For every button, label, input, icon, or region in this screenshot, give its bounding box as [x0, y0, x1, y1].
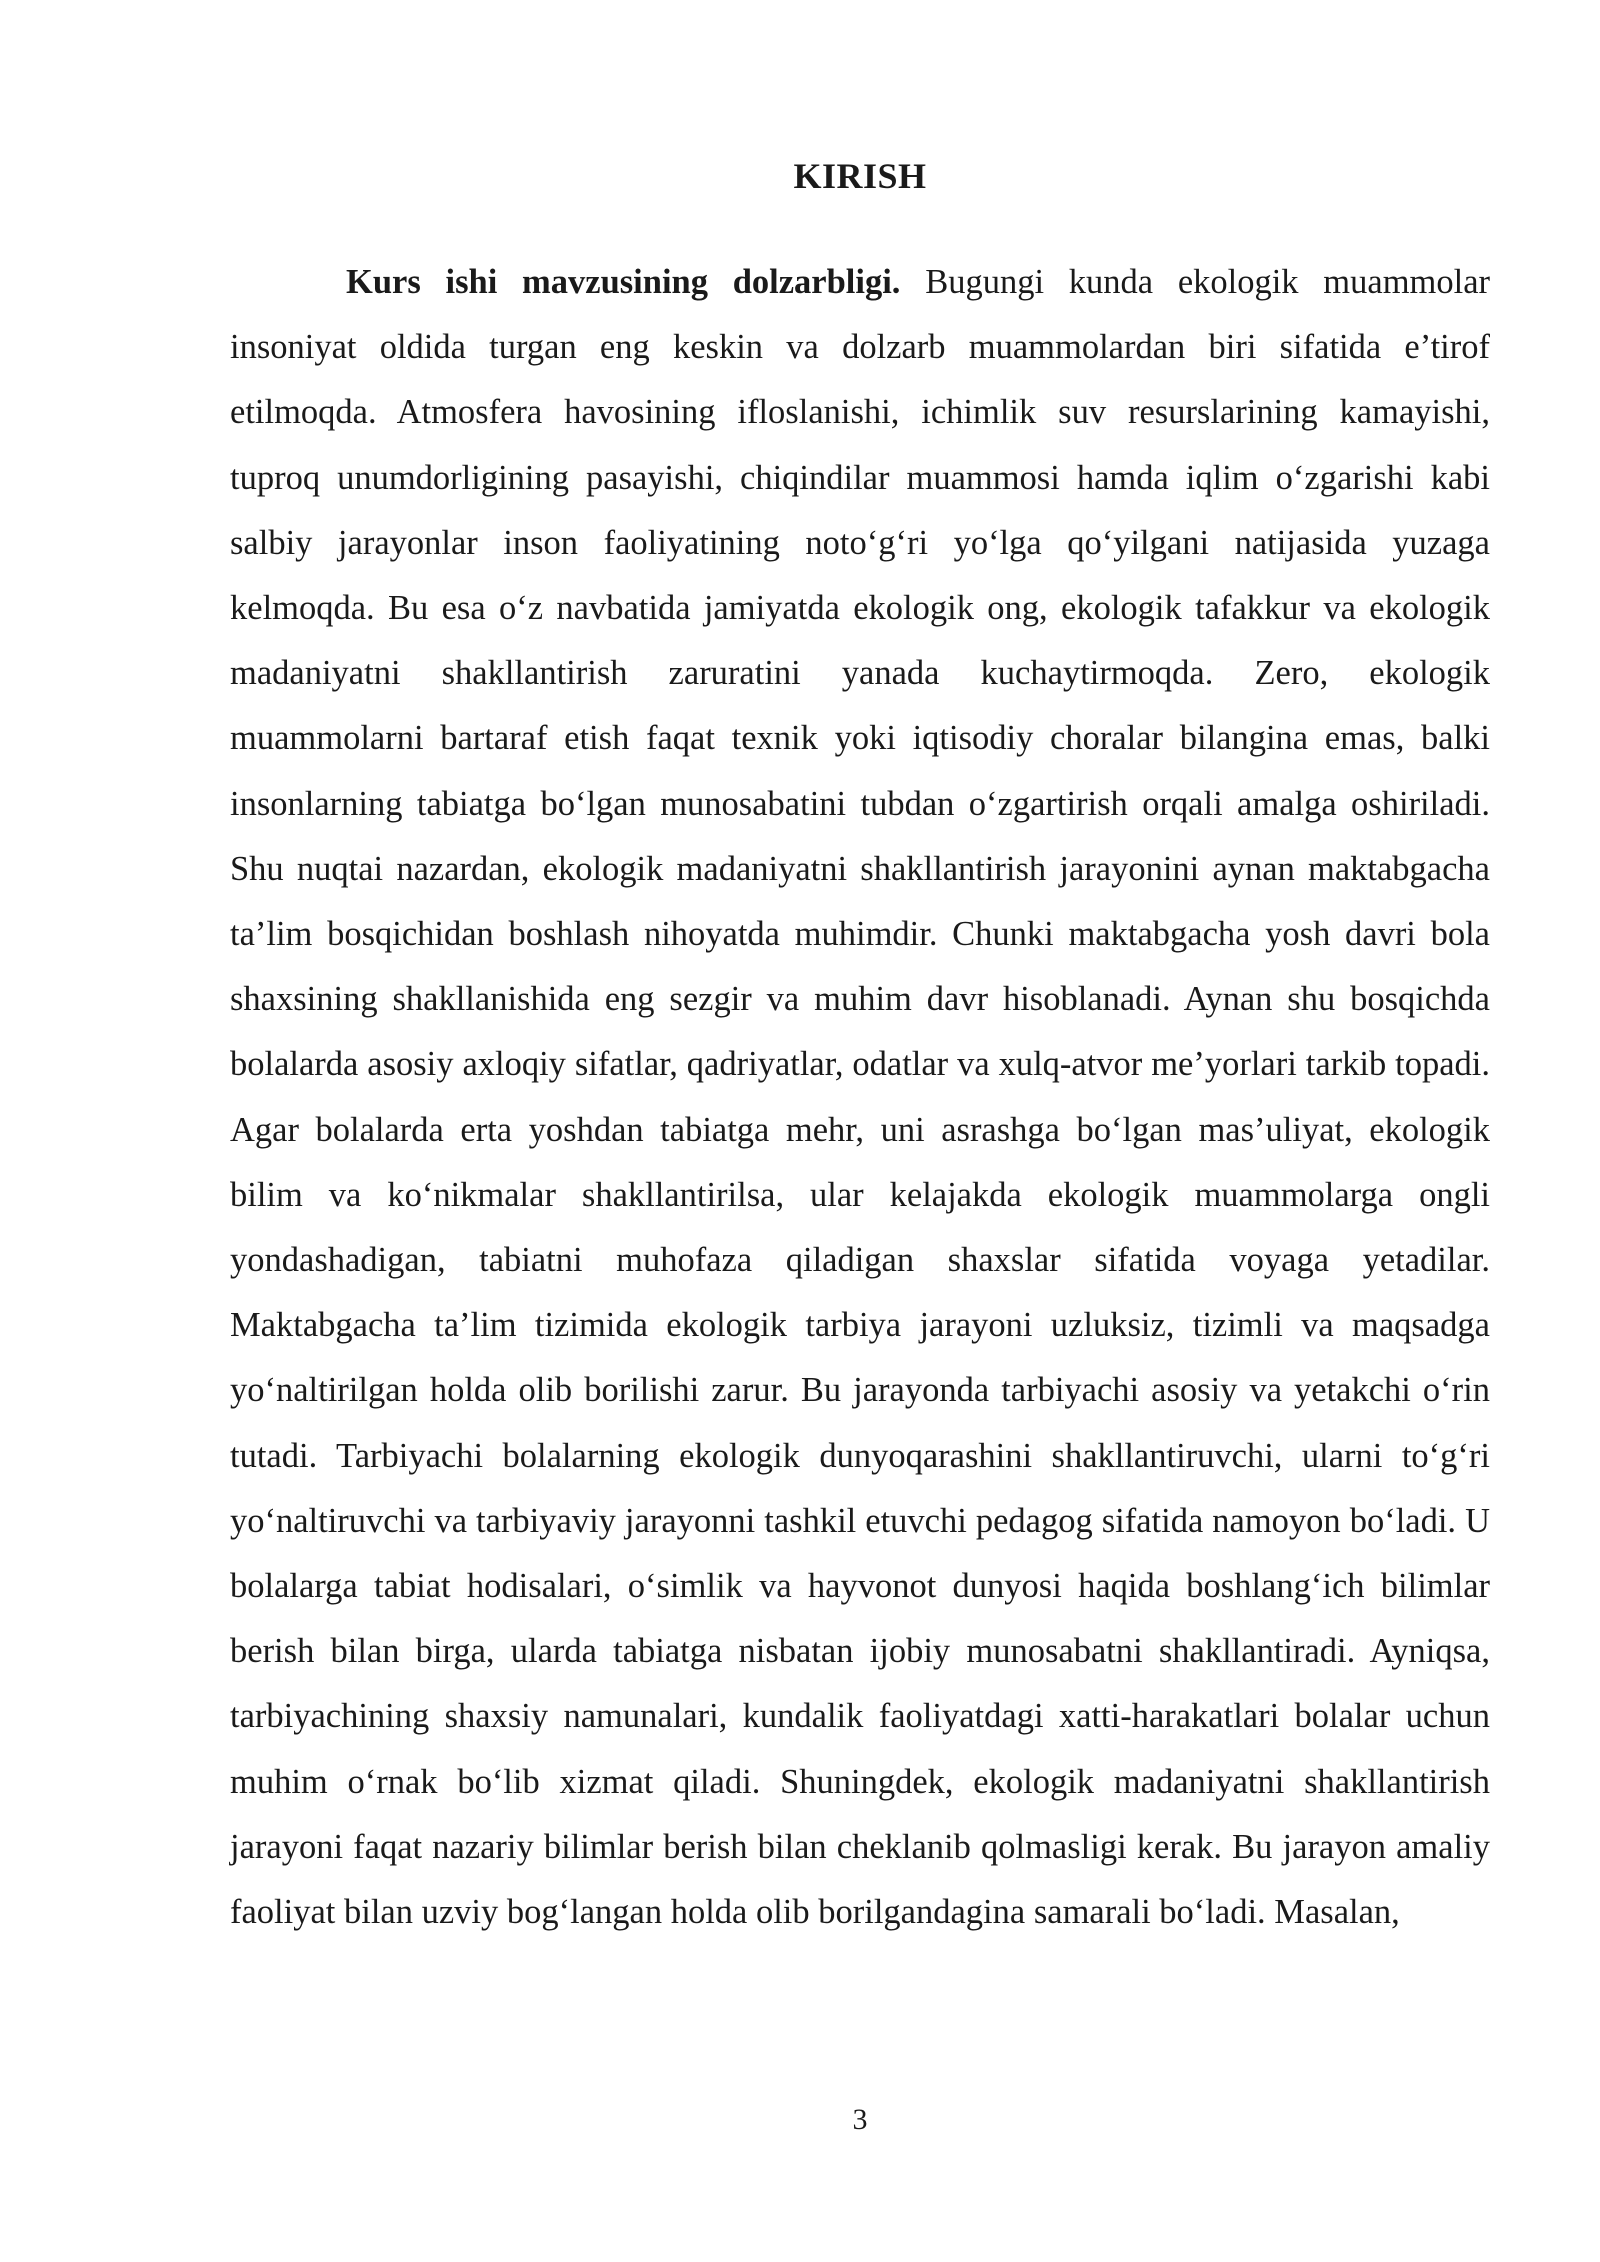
paragraph-lead: Kurs ishi mavzusining dolzarbligi. — [346, 263, 901, 301]
page-number: 3 — [852, 2103, 868, 2136]
paragraph-text: Bugungi kunda ekologik muammolar insoniyat oldida turgan eng keskin va dolzarb muammolardan biri sifatida e’tirof etilmoqda. Atmosfera havosining ifloslanishi, ichimlik suv resurslarining kamayishi, tuproq unumdorligining pasayishi, chiqindilar muammosi hamda iqlim o‘zgarishi kabi salbiy jarayonlar inson faoliyatining noto‘g‘ri yo‘lga qo‘yilgani natijasida yuzaga kelmoqda. Bu esa o‘z navbatida jamiyatda ekologik ong, ekologik tafakkur va ekologik madaniyatni shakllantirish zaruratini yanada kuchaytirmoqda. Zero, ekologik muammolarni bartaraf etish faqat texnik yoki iqtisodiy choralar bilangina emas, balki insonlarning tabiatga bo‘lgan munosabatini tubdan o‘zgartirish orqali amalga oshiriladi. Shu nuqtai nazardan, ekologik madaniyatni shakllantirish jarayonini aynan maktabgacha ta’lim bosqichidan boshlash nihoyatda muhimdir. Chunki maktabgacha yosh davri bola shaxsining shakllanishida eng sezgir va muhim davr hisoblanadi. Aynan shu bosqichda bolalarda asosiy axloqiy sifatlar, qadriyatlar, odatlar va xulq-atvor me’yorlari tarkib topadi. Agar bolalarda erta yoshdan tabiatga mehr, uni asrashga bo‘lgan mas’uliyat, ekologik bilim va ko‘nikmalar shakllantirilsa, ular kelajakda ekologik muammolarga ongli yondashadigan, tabiatni muhofaza qiladigan shaxslar sifatida voyaga yetadilar. Maktabgacha ta’lim tizimida ekologik tarbiya jarayoni uzluksiz, tizimli va maqsadga yo‘naltirilgan holda olib borilishi zarur. Bu jarayonda tarbiyachi asosiy va yetakchi o‘rin tutadi. Tarbiyachi bolalarning ekologik dunyoqarashini shakllantiruvchi, ularni to‘g‘ri yo‘naltiruvchi va tarbiyaviy jarayonni tashkil etuvchi pedagog sifatida namoyon bo‘ladi. U bolalarga tabiat hodisalari, o‘simlik va hayvonot dunyosi haqida boshlang‘ich bilimlar berish bilan birga, ularda tabiatga nisbatan ijobiy munosabatni shakllantiradi. Ayniqsa, tarbiyachining shaxsiy namunalari, kundalik faoliyatdagi xatti-harakatlari bolalar uchun muhim o‘rnak bo‘lib xizmat qiladi. Shuningdek, ekologik madaniyatni shakllantirish jarayoni faqat nazariy bilimlar berish bilan cheklanib qolmasligi kerak. Bu jarayon amaliy faoliyat bilan uzviy bog‘langan holda olib borilgandagina samarali bo‘ladi. Masalan, — [230, 263, 1490, 1932]
section-heading: KIRISH — [793, 156, 927, 196]
body-paragraph — [230, 250, 1490, 1945]
